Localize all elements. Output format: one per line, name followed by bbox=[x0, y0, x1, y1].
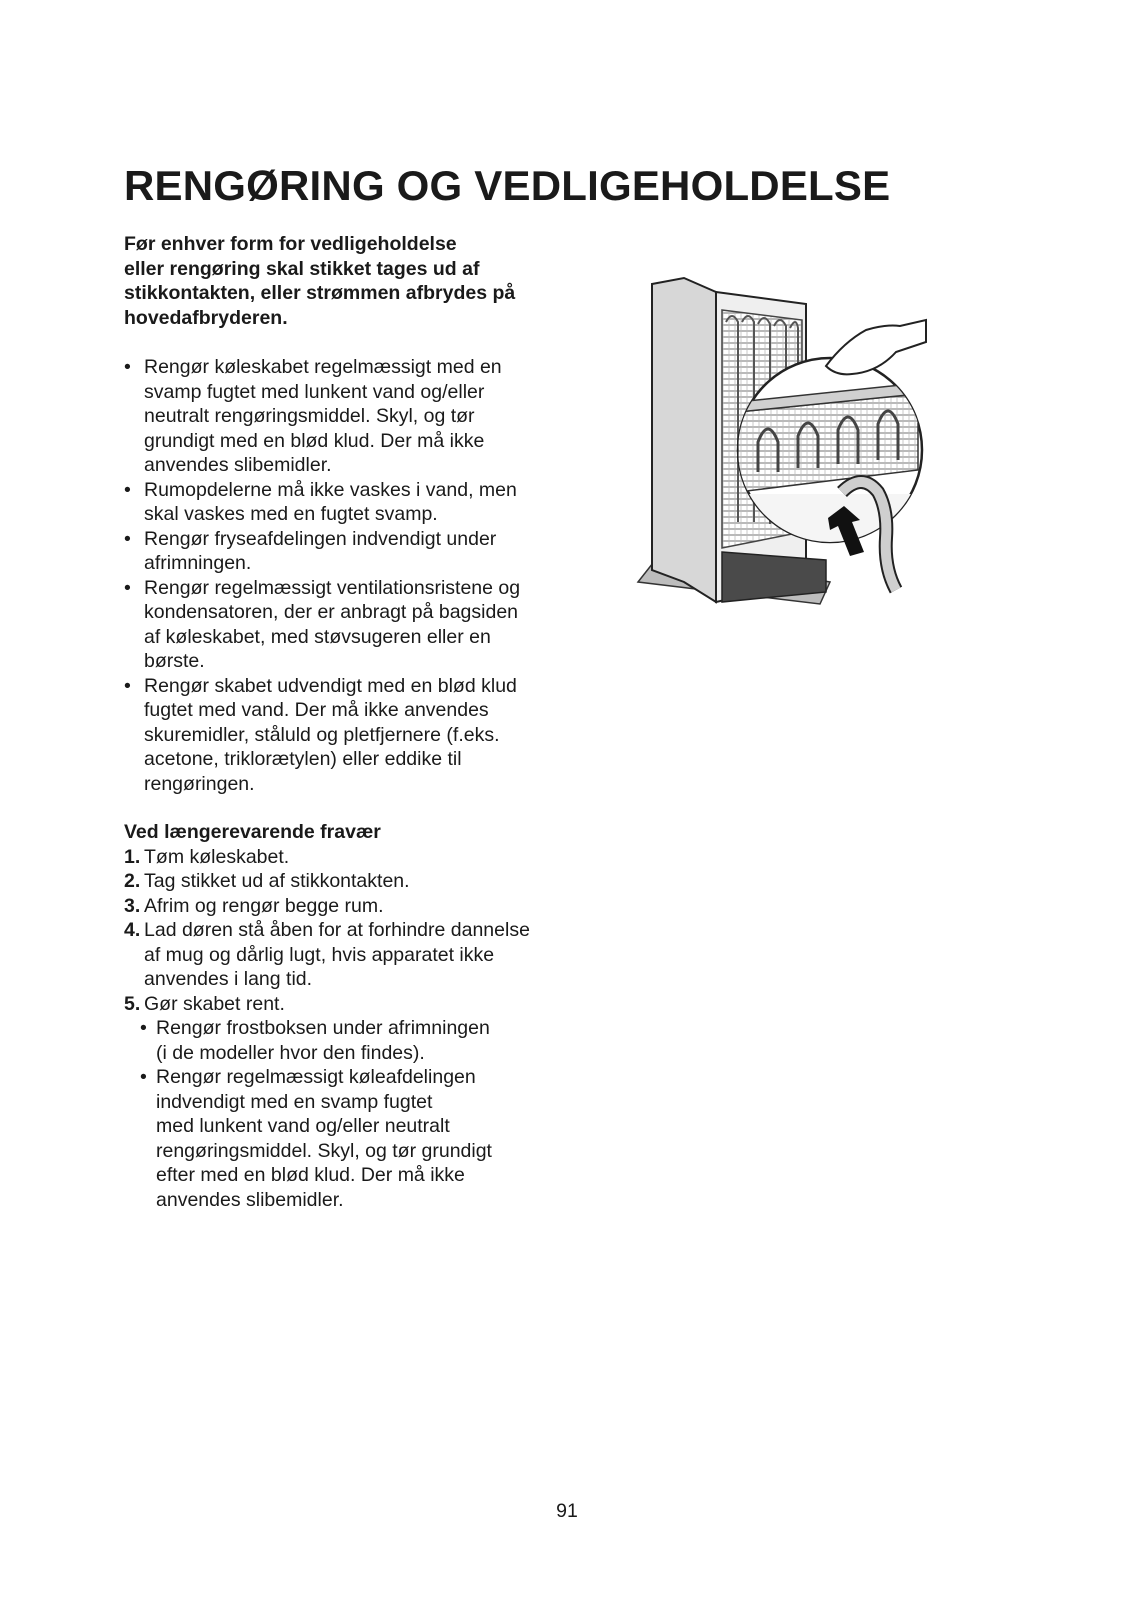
bullet-line: • Rumopdelerne må ikke vaskes i vand, men bbox=[144, 478, 517, 501]
bullet-line: acetone, triklorætylen) eller eddike til bbox=[144, 748, 462, 770]
sub-bullet-line: • Rengør frostboksen under afrimningen bbox=[156, 1017, 490, 1039]
step5-sublist bbox=[124, 1016, 564, 1212]
intro-line: eller rengøring skal stikket tages ud af bbox=[124, 257, 480, 280]
step-item bbox=[124, 845, 564, 870]
absence-steps bbox=[124, 845, 564, 1017]
main-column bbox=[124, 232, 564, 1212]
fridge-side-panel bbox=[652, 278, 716, 602]
cleaning-bullet-list bbox=[124, 355, 564, 796]
intro-line: hovedafbryderen. bbox=[124, 306, 288, 329]
list-item bbox=[124, 527, 564, 576]
page-number: 91 bbox=[556, 1500, 578, 1522]
list-item bbox=[124, 576, 564, 674]
bullet-line: fugtet med vand. Der må ikke anvendes bbox=[144, 699, 489, 721]
safety-intro bbox=[124, 232, 564, 330]
step-item bbox=[124, 918, 564, 992]
step-line: Tag stikket ud af stikkontakten. bbox=[144, 870, 410, 892]
bullet-line: skal vaskes med en fugtet svamp. bbox=[144, 503, 438, 525]
list-item bbox=[124, 478, 564, 527]
step-number: 3. bbox=[124, 894, 141, 917]
bullet-line: • Rengør regelmæssigt ventilationsristene og bbox=[144, 576, 521, 599]
step-number: 2. bbox=[124, 870, 141, 892]
bullet-line: af køleskabet, med støvsugeren eller en bbox=[144, 625, 491, 648]
bullet-line: kondensatoren, der er anbragt på bagsiden bbox=[144, 601, 519, 623]
bullet-line: • Rengør skabet udvendigt med en blød klud bbox=[144, 674, 517, 697]
list-item bbox=[140, 1065, 564, 1212]
bullet-line: skuremidler, ståluld og pletfjernere (f.eks. bbox=[144, 723, 500, 746]
hand-drawing bbox=[826, 320, 926, 374]
step-number: 1. bbox=[124, 845, 141, 868]
bullet-line: anvendes slibemidler. bbox=[144, 454, 332, 476]
list-item bbox=[140, 1016, 564, 1065]
step-line: af mug og dårlig lugt, hvis apparatet ikke bbox=[144, 943, 495, 966]
sub-bullet-line: indvendigt med en svamp fugtet bbox=[156, 1090, 433, 1113]
step-line: anvendes i lang tid. bbox=[144, 968, 313, 990]
step-line: Tøm køleskabet. bbox=[144, 845, 290, 868]
bullet-line: • Rengør fryseafdelingen indvendigt under bbox=[144, 527, 497, 550]
absence-heading: Ved længerevarende fravær bbox=[124, 821, 381, 843]
list-item bbox=[124, 674, 564, 797]
condenser-cleaning-illustration bbox=[630, 262, 930, 610]
step-line: Afrim og rengør begge rum. bbox=[144, 894, 384, 917]
sub-bullet-line: rengøringsmiddel. Skyl, og tør grundigt bbox=[156, 1139, 492, 1162]
step-item bbox=[124, 894, 564, 919]
step-item bbox=[124, 869, 564, 894]
bullet-line: svamp fugtet med lunkent vand og/eller bbox=[144, 380, 485, 403]
sub-bullet-line: • Rengør regelmæssigt køleafdelingen bbox=[156, 1066, 476, 1088]
list-item bbox=[124, 355, 564, 478]
step-number: 5. bbox=[124, 992, 141, 1015]
page-title: RENGØRING OG VEDLIGEHOLDELSE bbox=[124, 162, 891, 209]
step-number: 4. bbox=[124, 919, 141, 941]
intro-line: Før enhver form for vedligeholdelse bbox=[124, 233, 457, 255]
step-item bbox=[124, 992, 564, 1017]
sub-bullet-line: med lunkent vand og/eller neutralt bbox=[156, 1115, 450, 1137]
bullet-line: rengøringen. bbox=[144, 772, 255, 795]
bullet-line: grundigt med en blød klud. Der må ikke bbox=[144, 429, 485, 452]
bullet-line: børste. bbox=[144, 650, 205, 672]
intro-line: stikkontakten, eller strømmen afbrydes på bbox=[124, 282, 516, 304]
sub-bullet-line: (i de modeller hvor den findes). bbox=[156, 1041, 425, 1064]
step-line: Gør skabet rent. bbox=[144, 992, 285, 1015]
bullet-line: afrimningen. bbox=[144, 552, 252, 574]
step-line: Lad døren stå åben for at forhindre dannelse bbox=[144, 919, 530, 941]
sub-bullet-line: anvendes slibemidler. bbox=[156, 1188, 344, 1211]
sub-bullet-line: efter med en blød klud. Der må ikke bbox=[156, 1164, 465, 1186]
bullet-line: • Rengør køleskabet regelmæssigt med en bbox=[144, 356, 502, 378]
bullet-line: neutralt rengøringsmiddel. Skyl, og tør bbox=[144, 405, 475, 427]
fridge-back-drawing bbox=[630, 262, 930, 610]
